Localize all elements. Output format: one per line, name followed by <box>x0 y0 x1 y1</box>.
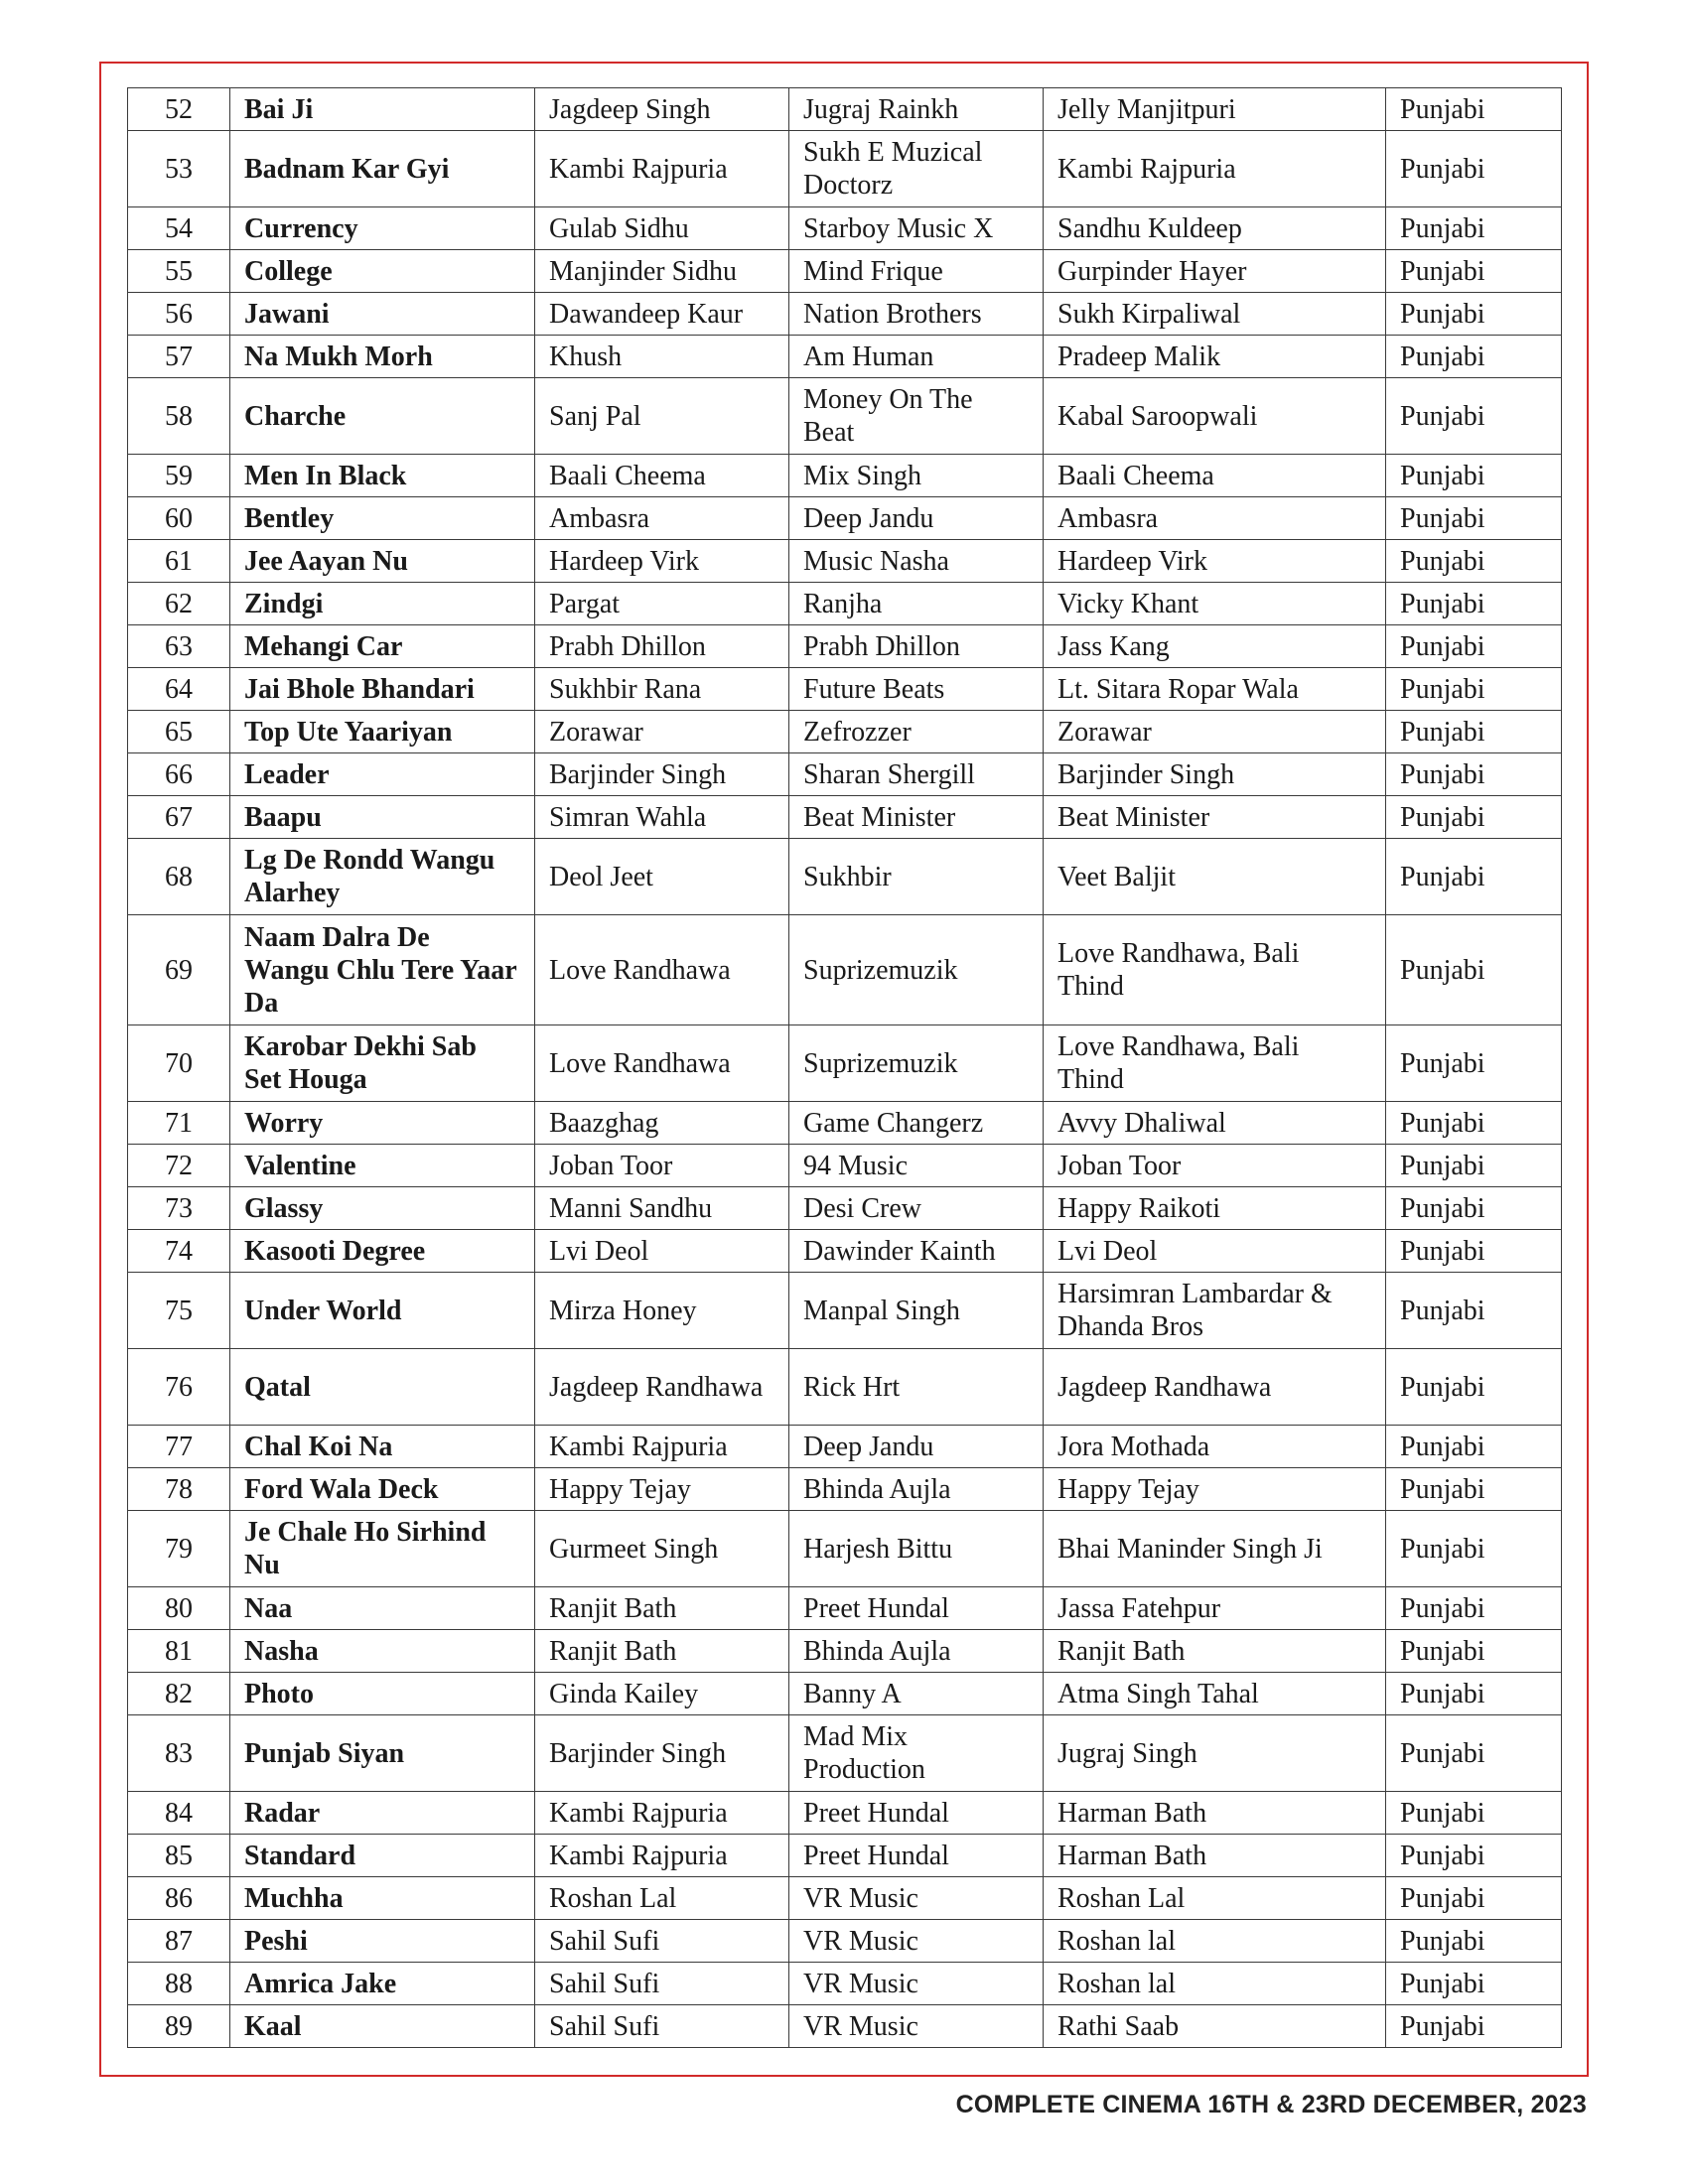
cell-music: Suprizemuzik <box>789 1025 1044 1102</box>
cell-number: 61 <box>128 540 230 583</box>
cell-singer: Ginda Kailey <box>535 1673 789 1715</box>
cell-singer: Happy Tejay <box>535 1468 789 1511</box>
table-row <box>128 1792 1562 1835</box>
cell-song-title: Zindgi <box>230 583 535 625</box>
cell-number: 76 <box>128 1349 230 1426</box>
cell-language: Punjabi <box>1386 1511 1562 1587</box>
cell-music: VR Music <box>789 1963 1044 2005</box>
cell-language: Punjabi <box>1386 1145 1562 1187</box>
cell-music: Music Nasha <box>789 540 1044 583</box>
cell-number: 67 <box>128 796 230 839</box>
table-row <box>128 1187 1562 1230</box>
cell-singer: Barjinder Singh <box>535 1715 789 1792</box>
cell-music: Preet Hundal <box>789 1792 1044 1835</box>
cell-lyrics: Lt. Sitara Ropar Wala <box>1044 668 1386 711</box>
cell-lyrics: Roshan lal <box>1044 1920 1386 1963</box>
cell-song-title: Ford Wala Deck <box>230 1468 535 1511</box>
cell-language: Punjabi <box>1386 711 1562 753</box>
table-row <box>128 1025 1562 1102</box>
cell-music: Bhinda Aujla <box>789 1630 1044 1673</box>
cell-music: Mix Singh <box>789 455 1044 497</box>
cell-lyrics: Happy Raikoti <box>1044 1187 1386 1230</box>
cell-song-title: Jee Aayan Nu <box>230 540 535 583</box>
cell-language: Punjabi <box>1386 1273 1562 1349</box>
table-row <box>128 1630 1562 1673</box>
table-row <box>128 1102 1562 1145</box>
cell-music: Zefrozzer <box>789 711 1044 753</box>
cell-number: 59 <box>128 455 230 497</box>
cell-lyrics: Lvi Deol <box>1044 1230 1386 1273</box>
cell-number: 64 <box>128 668 230 711</box>
cell-lyrics: Kambi Rajpuria <box>1044 131 1386 207</box>
cell-number: 68 <box>128 839 230 915</box>
cell-song-title: Lg De Rondd Wangu Alarhey <box>230 839 535 915</box>
cell-song-title: Chal Koi Na <box>230 1426 535 1468</box>
cell-singer: Jagdeep Singh <box>535 88 789 131</box>
table-row <box>128 250 1562 293</box>
cell-language: Punjabi <box>1386 455 1562 497</box>
cell-number: 69 <box>128 915 230 1025</box>
table-row <box>128 1673 1562 1715</box>
cell-language: Punjabi <box>1386 1792 1562 1835</box>
cell-language: Punjabi <box>1386 796 1562 839</box>
cell-number: 66 <box>128 753 230 796</box>
cell-song-title: Radar <box>230 1792 535 1835</box>
table-row <box>128 1511 1562 1587</box>
cell-song-title: Men In Black <box>230 455 535 497</box>
cell-number: 88 <box>128 1963 230 2005</box>
cell-lyrics: Kabal Saroopwali <box>1044 378 1386 455</box>
cell-music: Banny A <box>789 1673 1044 1715</box>
cell-number: 62 <box>128 583 230 625</box>
table-row <box>128 131 1562 207</box>
cell-language: Punjabi <box>1386 336 1562 378</box>
table-row <box>128 796 1562 839</box>
cell-music: Suprizemuzik <box>789 915 1044 1025</box>
cell-singer: Barjinder Singh <box>535 753 789 796</box>
cell-number: 58 <box>128 378 230 455</box>
cell-music: Rick Hrt <box>789 1349 1044 1426</box>
cell-music: Deep Jandu <box>789 1426 1044 1468</box>
cell-language: Punjabi <box>1386 1630 1562 1673</box>
cell-song-title: Baapu <box>230 796 535 839</box>
cell-singer: Love Randhawa <box>535 915 789 1025</box>
cell-language: Punjabi <box>1386 1102 1562 1145</box>
cell-lyrics: Pradeep Malik <box>1044 336 1386 378</box>
cell-language: Punjabi <box>1386 1587 1562 1630</box>
table-row <box>128 455 1562 497</box>
cell-number: 87 <box>128 1920 230 1963</box>
table-row <box>128 2005 1562 2048</box>
table-row <box>128 583 1562 625</box>
cell-music: Mad Mix Production <box>789 1715 1044 1792</box>
cell-song-title: Amrica Jake <box>230 1963 535 2005</box>
cell-lyrics: Roshan lal <box>1044 1963 1386 2005</box>
cell-singer: Mirza Honey <box>535 1273 789 1349</box>
cell-singer: Ambasra <box>535 497 789 540</box>
cell-singer: Manjinder Sidhu <box>535 250 789 293</box>
table-row <box>128 88 1562 131</box>
cell-lyrics: Ambasra <box>1044 497 1386 540</box>
cell-song-title: Bai Ji <box>230 88 535 131</box>
cell-number: 53 <box>128 131 230 207</box>
cell-singer: Zorawar <box>535 711 789 753</box>
cell-lyrics: Love Randhawa, Bali Thind <box>1044 1025 1386 1102</box>
cell-singer: Gurmeet Singh <box>535 1511 789 1587</box>
cell-music: Future Beats <box>789 668 1044 711</box>
cell-lyrics: Atma Singh Tahal <box>1044 1673 1386 1715</box>
cell-number: 63 <box>128 625 230 668</box>
cell-music: Starboy Music X <box>789 207 1044 250</box>
cell-number: 74 <box>128 1230 230 1273</box>
cell-number: 70 <box>128 1025 230 1102</box>
table-row <box>128 293 1562 336</box>
cell-number: 82 <box>128 1673 230 1715</box>
cell-language: Punjabi <box>1386 839 1562 915</box>
cell-lyrics: Sandhu Kuldeep <box>1044 207 1386 250</box>
table-row <box>128 1963 1562 2005</box>
cell-singer: Hardeep Virk <box>535 540 789 583</box>
cell-song-title: Naa <box>230 1587 535 1630</box>
cell-song-title: Standard <box>230 1835 535 1877</box>
cell-number: 84 <box>128 1792 230 1835</box>
cell-lyrics: Joban Toor <box>1044 1145 1386 1187</box>
cell-music: VR Music <box>789 1920 1044 1963</box>
cell-number: 81 <box>128 1630 230 1673</box>
table-row <box>128 753 1562 796</box>
cell-language: Punjabi <box>1386 378 1562 455</box>
cell-language: Punjabi <box>1386 1025 1562 1102</box>
cell-lyrics: Love Randhawa, Bali Thind <box>1044 915 1386 1025</box>
cell-singer: Roshan Lal <box>535 1877 789 1920</box>
cell-language: Punjabi <box>1386 1963 1562 2005</box>
cell-singer: Gulab Sidhu <box>535 207 789 250</box>
cell-lyrics: Hardeep Virk <box>1044 540 1386 583</box>
table-row <box>128 1426 1562 1468</box>
cell-song-title: Qatal <box>230 1349 535 1426</box>
table-row <box>128 1273 1562 1349</box>
cell-song-title: Nasha <box>230 1630 535 1673</box>
table-row <box>128 540 1562 583</box>
cell-singer: Sahil Sufi <box>535 1920 789 1963</box>
cell-lyrics: Jassa Fatehpur <box>1044 1587 1386 1630</box>
cell-number: 54 <box>128 207 230 250</box>
table-row <box>128 1230 1562 1273</box>
cell-music: Preet Hundal <box>789 1587 1044 1630</box>
cell-singer: Pargat <box>535 583 789 625</box>
cell-lyrics: Jora Mothada <box>1044 1426 1386 1468</box>
cell-language: Punjabi <box>1386 1187 1562 1230</box>
cell-language: Punjabi <box>1386 540 1562 583</box>
cell-music: Prabh Dhillon <box>789 625 1044 668</box>
cell-language: Punjabi <box>1386 583 1562 625</box>
cell-lyrics: Jagdeep Randhawa <box>1044 1349 1386 1426</box>
cell-number: 52 <box>128 88 230 131</box>
table-row <box>128 1835 1562 1877</box>
cell-singer: Jagdeep Randhawa <box>535 1349 789 1426</box>
cell-number: 65 <box>128 711 230 753</box>
table-row <box>128 497 1562 540</box>
cell-language: Punjabi <box>1386 1349 1562 1426</box>
cell-singer: Prabh Dhillon <box>535 625 789 668</box>
cell-music: Manpal Singh <box>789 1273 1044 1349</box>
cell-language: Punjabi <box>1386 1715 1562 1792</box>
cell-singer: Simran Wahla <box>535 796 789 839</box>
cell-song-title: Kasooti Degree <box>230 1230 535 1273</box>
cell-number: 72 <box>128 1145 230 1187</box>
cell-language: Punjabi <box>1386 131 1562 207</box>
table-row <box>128 668 1562 711</box>
cell-music: Jugraj Rainkh <box>789 88 1044 131</box>
table-row <box>128 1145 1562 1187</box>
cell-song-title: Karobar Dekhi Sab Set Houga <box>230 1025 535 1102</box>
songs-table-body <box>128 88 1562 2048</box>
cell-music: 94 Music <box>789 1145 1044 1187</box>
cell-language: Punjabi <box>1386 1877 1562 1920</box>
cell-singer: Kambi Rajpuria <box>535 1792 789 1835</box>
cell-music: Mind Frique <box>789 250 1044 293</box>
cell-singer: Ranjit Bath <box>535 1630 789 1673</box>
cell-language: Punjabi <box>1386 625 1562 668</box>
cell-number: 83 <box>128 1715 230 1792</box>
cell-music: Sukh E Muzical Doctorz <box>789 131 1044 207</box>
cell-song-title: Leader <box>230 753 535 796</box>
cell-song-title: Naam Dalra De Wangu Chlu Tere Yaar Da <box>230 915 535 1025</box>
cell-lyrics: Baali Cheema <box>1044 455 1386 497</box>
cell-number: 85 <box>128 1835 230 1877</box>
table-row <box>128 378 1562 455</box>
cell-song-title: Kaal <box>230 2005 535 2048</box>
table-row <box>128 1920 1562 1963</box>
cell-singer: Joban Toor <box>535 1145 789 1187</box>
cell-song-title: Mehangi Car <box>230 625 535 668</box>
cell-number: 78 <box>128 1468 230 1511</box>
cell-language: Punjabi <box>1386 1835 1562 1877</box>
cell-language: Punjabi <box>1386 293 1562 336</box>
cell-language: Punjabi <box>1386 1426 1562 1468</box>
cell-singer: Sanj Pal <box>535 378 789 455</box>
cell-music: Game Changerz <box>789 1102 1044 1145</box>
cell-song-title: Under World <box>230 1273 535 1349</box>
cell-singer: Baazghag <box>535 1102 789 1145</box>
cell-music: VR Music <box>789 2005 1044 2048</box>
cell-lyrics: Zorawar <box>1044 711 1386 753</box>
cell-language: Punjabi <box>1386 1673 1562 1715</box>
cell-music: Ranjha <box>789 583 1044 625</box>
cell-number: 79 <box>128 1511 230 1587</box>
cell-language: Punjabi <box>1386 1920 1562 1963</box>
cell-number: 55 <box>128 250 230 293</box>
cell-music: Dawinder Kainth <box>789 1230 1044 1273</box>
table-row <box>128 207 1562 250</box>
cell-language: Punjabi <box>1386 497 1562 540</box>
cell-lyrics: Beat Minister <box>1044 796 1386 839</box>
cell-lyrics: Jass Kang <box>1044 625 1386 668</box>
cell-singer: Dawandeep Kaur <box>535 293 789 336</box>
cell-music: Sukhbir <box>789 839 1044 915</box>
cell-number: 86 <box>128 1877 230 1920</box>
cell-lyrics: Jelly Manjitpuri <box>1044 88 1386 131</box>
cell-language: Punjabi <box>1386 88 1562 131</box>
cell-song-title: Charche <box>230 378 535 455</box>
cell-music: Money On The Beat <box>789 378 1044 455</box>
cell-song-title: Currency <box>230 207 535 250</box>
cell-music: Beat Minister <box>789 796 1044 839</box>
footer-publication-line: COMPLETE CINEMA 16TH & 23RD DECEMBER, 2023 <box>955 2091 1587 2118</box>
cell-language: Punjabi <box>1386 668 1562 711</box>
table-row <box>128 915 1562 1025</box>
cell-song-title: Jawani <box>230 293 535 336</box>
cell-music: Harjesh Bittu <box>789 1511 1044 1587</box>
cell-lyrics: Gurpinder Hayer <box>1044 250 1386 293</box>
cell-music: Preet Hundal <box>789 1835 1044 1877</box>
cell-song-title: Photo <box>230 1673 535 1715</box>
cell-song-title: Na Mukh Morh <box>230 336 535 378</box>
table-row <box>128 1349 1562 1426</box>
cell-lyrics: Avvy Dhaliwal <box>1044 1102 1386 1145</box>
cell-singer: Kambi Rajpuria <box>535 131 789 207</box>
cell-lyrics: Harman Bath <box>1044 1835 1386 1877</box>
cell-language: Punjabi <box>1386 753 1562 796</box>
table-row <box>128 1715 1562 1792</box>
cell-singer: Kambi Rajpuria <box>535 1426 789 1468</box>
cell-lyrics: Vicky Khant <box>1044 583 1386 625</box>
songs-table <box>127 87 1562 2048</box>
cell-lyrics: Harsimran Lambardar & Dhanda Bros <box>1044 1273 1386 1349</box>
cell-language: Punjabi <box>1386 915 1562 1025</box>
cell-language: Punjabi <box>1386 2005 1562 2048</box>
cell-singer: Baali Cheema <box>535 455 789 497</box>
cell-number: 60 <box>128 497 230 540</box>
cell-song-title: Je Chale Ho Sirhind Nu <box>230 1511 535 1587</box>
cell-singer: Kambi Rajpuria <box>535 1835 789 1877</box>
cell-language: Punjabi <box>1386 207 1562 250</box>
table-row <box>128 1468 1562 1511</box>
cell-music: Bhinda Aujla <box>789 1468 1044 1511</box>
cell-song-title: Bentley <box>230 497 535 540</box>
cell-singer: Ranjit Bath <box>535 1587 789 1630</box>
cell-lyrics: Jugraj Singh <box>1044 1715 1386 1792</box>
cell-song-title: Muchha <box>230 1877 535 1920</box>
cell-language: Punjabi <box>1386 250 1562 293</box>
cell-number: 89 <box>128 2005 230 2048</box>
cell-lyrics: Sukh Kirpaliwal <box>1044 293 1386 336</box>
cell-song-title: Punjab Siyan <box>230 1715 535 1792</box>
cell-singer: Lvi Deol <box>535 1230 789 1273</box>
cell-music: VR Music <box>789 1877 1044 1920</box>
table-row <box>128 711 1562 753</box>
cell-song-title: Valentine <box>230 1145 535 1187</box>
cell-song-title: College <box>230 250 535 293</box>
cell-number: 73 <box>128 1187 230 1230</box>
cell-lyrics: Bhai Maninder Singh Ji <box>1044 1511 1386 1587</box>
cell-language: Punjabi <box>1386 1230 1562 1273</box>
cell-singer: Deol Jeet <box>535 839 789 915</box>
cell-number: 57 <box>128 336 230 378</box>
table-row <box>128 1877 1562 1920</box>
cell-singer: Manni Sandhu <box>535 1187 789 1230</box>
cell-song-title: Badnam Kar Gyi <box>230 131 535 207</box>
cell-lyrics: Barjinder Singh <box>1044 753 1386 796</box>
table-row <box>128 1587 1562 1630</box>
cell-song-title: Worry <box>230 1102 535 1145</box>
cell-lyrics: Roshan Lal <box>1044 1877 1386 1920</box>
table-row <box>128 839 1562 915</box>
cell-lyrics: Ranjit Bath <box>1044 1630 1386 1673</box>
cell-music: Nation Brothers <box>789 293 1044 336</box>
cell-number: 80 <box>128 1587 230 1630</box>
cell-music: Sharan Shergill <box>789 753 1044 796</box>
cell-music: Deep Jandu <box>789 497 1044 540</box>
cell-number: 71 <box>128 1102 230 1145</box>
table-row <box>128 625 1562 668</box>
cell-music: Am Human <box>789 336 1044 378</box>
cell-lyrics: Happy Tejay <box>1044 1468 1386 1511</box>
cell-song-title: Peshi <box>230 1920 535 1963</box>
cell-language: Punjabi <box>1386 1468 1562 1511</box>
cell-singer: Sahil Sufi <box>535 2005 789 2048</box>
cell-singer: Khush <box>535 336 789 378</box>
cell-number: 77 <box>128 1426 230 1468</box>
cell-singer: Sukhbir Rana <box>535 668 789 711</box>
cell-singer: Love Randhawa <box>535 1025 789 1102</box>
cell-music: Desi Crew <box>789 1187 1044 1230</box>
cell-song-title: Top Ute Yaariyan <box>230 711 535 753</box>
cell-singer: Sahil Sufi <box>535 1963 789 2005</box>
table-row <box>128 336 1562 378</box>
cell-lyrics: Rathi Saab <box>1044 2005 1386 2048</box>
cell-number: 75 <box>128 1273 230 1349</box>
cell-song-title: Glassy <box>230 1187 535 1230</box>
cell-lyrics: Harman Bath <box>1044 1792 1386 1835</box>
cell-number: 56 <box>128 293 230 336</box>
cell-lyrics: Veet Baljit <box>1044 839 1386 915</box>
cell-song-title: Jai Bhole Bhandari <box>230 668 535 711</box>
